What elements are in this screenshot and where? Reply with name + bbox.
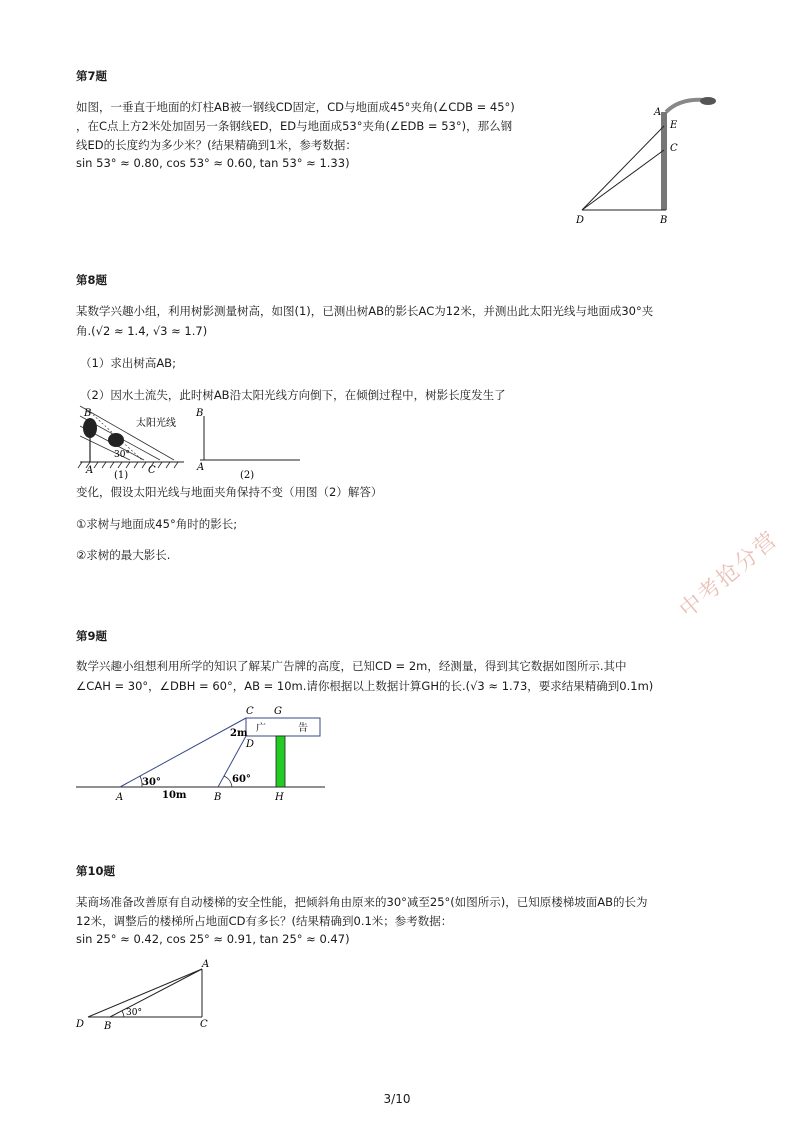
label-c: C [200,1019,208,1030]
sunlight-label: 太阳光线 [136,418,176,429]
page-number: 3/10 [383,1092,411,1106]
label-b: B [214,792,222,803]
q7-title: 第7题 [76,69,108,83]
q10-line-2: 12米，调整后的楼梯所占地面CD有多长？(结果精确到0.1米；参考数据： [76,914,453,928]
q10-line-3: sin 25° ≈ 0.42, cos 25° ≈ 0.91, tan 25° ≈ 0.47) [76,932,350,946]
q7-line-1: 如图，一垂直于地面的灯柱AB被一钢线CD固定，CD与地面成45°夹角(∠CDB = 45°) [76,100,515,114]
q8-sub2-cont: 变化，假设太阳光线与地面夹角保持不变（用图（2）解答） [76,485,383,499]
angle-b-label: 60° [232,774,251,785]
fig2-label-b: B [196,408,204,419]
angle-a-label: 30° [142,777,161,788]
lamp-head [700,97,716,105]
q8-line-1: 某数学兴趣小组，利用树影测量树高，如图(1)，已测出树AB的影长AC为12米，并测出此太阳光线与地面成30°夹 [76,304,654,318]
label-d: D [576,215,585,226]
cable-cd [582,150,664,210]
label-d: D [76,1019,85,1030]
q10-title: 第10题 [76,864,116,878]
fig1-label-c: C [148,465,156,476]
fig1-angle: 30° [114,450,130,460]
label-a: A [654,107,662,118]
q10-figure [70,955,220,1035]
q8-sub2: （2）因水土流失，此时树AB沿太阳光线方向倒下，在倾倒过程中，树影长度发生了 [80,388,506,402]
fig1-caption: (1) [114,470,129,481]
label-a: A [116,792,124,803]
board-text-1: 广 [256,723,266,734]
q8-item1: ①求树与地面成45°角时的影长; [76,517,238,531]
label-c: C [246,706,254,717]
label-d: D [246,739,255,750]
line-ad [88,969,202,1017]
label-h: H [275,792,284,803]
label-a: A [202,959,210,970]
label-b: B [104,1021,112,1032]
line-ab [110,969,202,1017]
q7-line-4: sin 53° ≈ 0.80, cos 53° ≈ 0.60, tan 53° ≈ 1.33) [76,156,350,170]
angle-b-arc [224,776,232,787]
line-ac [120,718,246,787]
q9-figure [70,702,340,804]
label-cd: 2m [230,728,248,739]
tree-2-icon [108,433,124,447]
lamp-arm [666,100,705,112]
q9-title: 第9题 [76,629,108,643]
q7-line-2: ，在C点上方2米处加固另一条钢线ED，ED与地面成53°夹角(∠EDB = 53°)，那么钢 [76,119,513,133]
q8-title: 第8题 [76,273,108,287]
q8-figures [74,402,314,482]
angle-b-arc [122,1011,124,1017]
fig2-label-a: A [197,462,205,473]
watermark: 中考抢分营 [675,526,784,623]
label-c: C [670,143,678,154]
label-b: B [660,215,668,226]
billboard-pole [276,736,285,787]
fig1-label-b: B [84,408,92,419]
board-text-2: 告 [298,723,308,734]
q7-line-3: 线ED的长度约为多少米？(结果精确到1米，参考数据： [76,138,357,152]
cable-ed [582,126,664,210]
q10-line-1: 某商场准备改善原有自动楼梯的安全性能，把倾斜角由原来的30°减至25°(如图所示)，已知原楼梯坡面AB的长为 [76,895,648,909]
fig1-label-a: A [86,465,94,476]
q8-line-2: 角.(√2 ≈ 1.4, √3 ≈ 1.7) [76,324,208,338]
label-e: E [670,120,678,131]
q8-item2: ②求树的最大影长. [76,548,171,562]
q9-line-1: 数学兴趣小组想利用所学的知识了解某广告牌的高度，已知CD = 2m，经测量，得到其它数据如图所示.其中 [76,659,627,673]
q9-line-2: ∠CAH = 30°，∠DBH = 60°，AB = 10m.请你根据以上数据计算GH的长.(√3 ≈ 1.73，要求结果精确到0.1m) [76,679,654,693]
fig2-caption: (2) [240,470,255,481]
label-ab: 10m [162,790,187,801]
q7-figure [570,90,730,230]
angle-label: 30° [126,1008,142,1018]
q8-sub1: （1）求出树高AB; [80,356,176,370]
label-g: G [274,706,282,717]
